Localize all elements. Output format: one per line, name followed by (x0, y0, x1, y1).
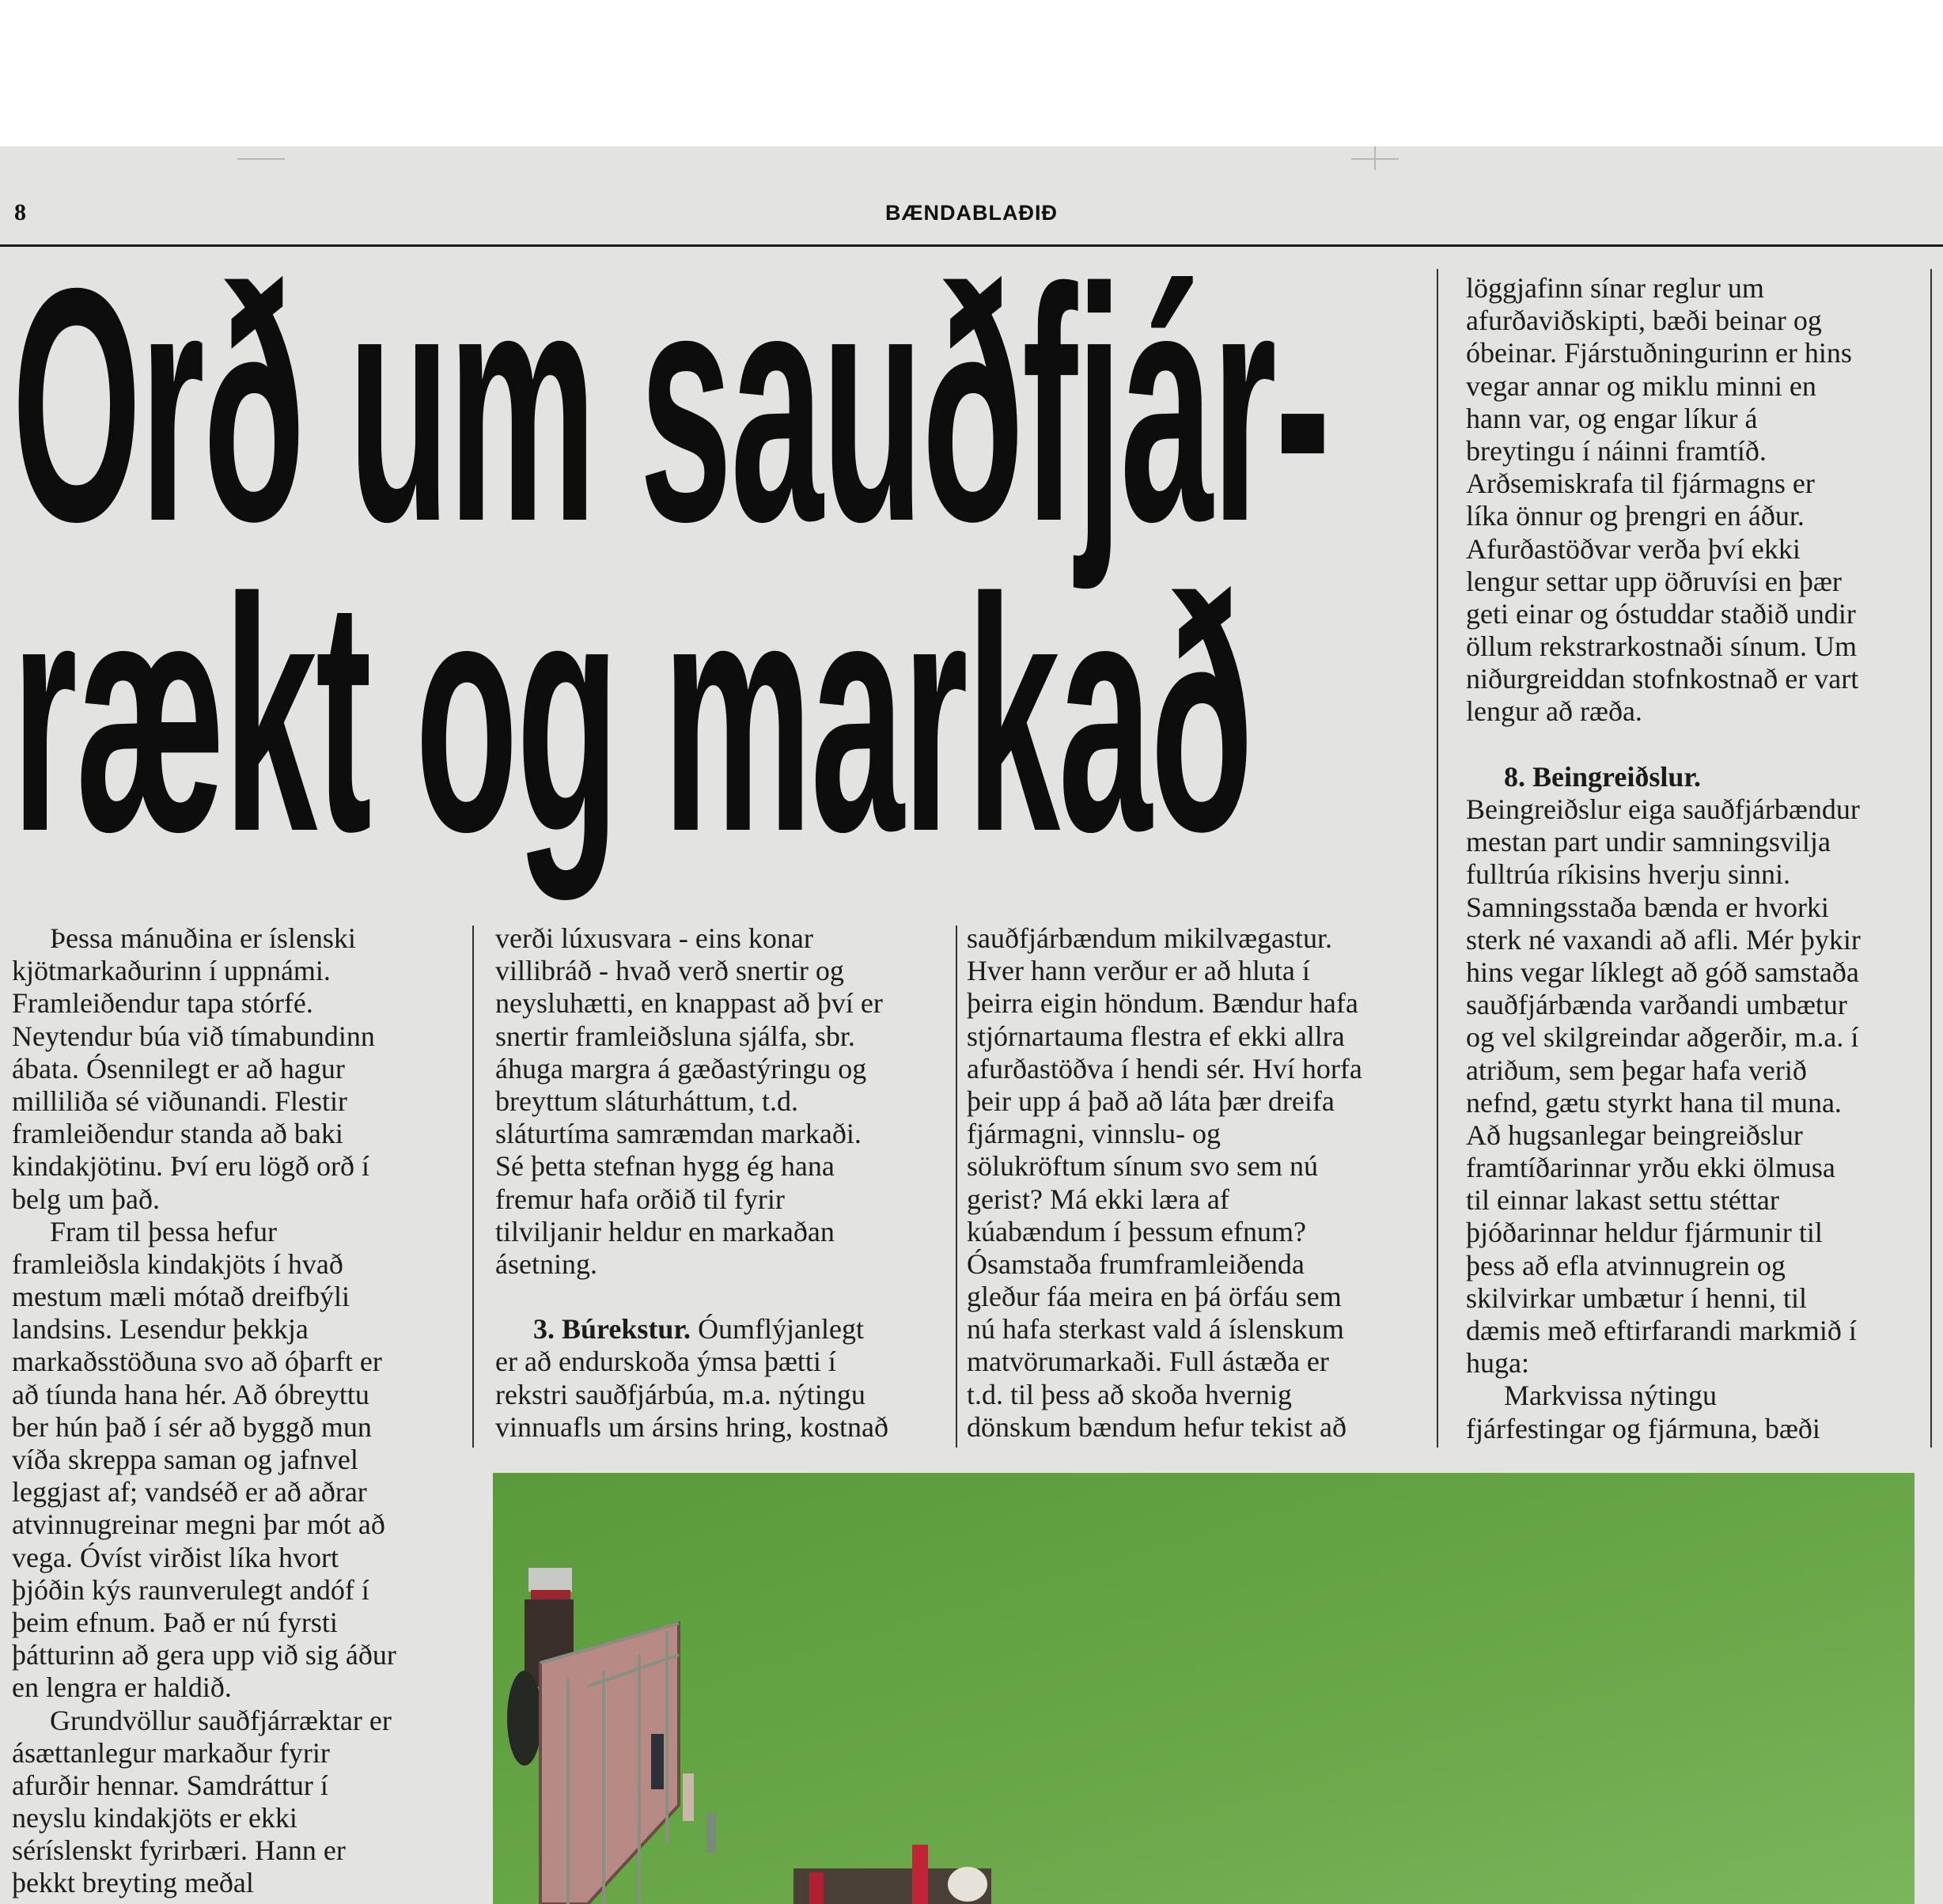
text-line: Arðsemiskrafa til fjármagns er (1466, 467, 1815, 500)
text-line: geti einar og óstuddar staðið undir (1466, 597, 1856, 630)
text-line: t.d. til þess að skoða hvernig (967, 1378, 1292, 1410)
text-line: fremur hafa orðið til fyrir (495, 1183, 785, 1215)
text-line: milliliða sé viðunandi. Flestir (12, 1084, 347, 1117)
photo-illustration (493, 1473, 1915, 1904)
text-line: vinnuafls um ársins hring, kostnað (495, 1410, 888, 1443)
text-line: rekstri sauðfjárbúa, m.a. nýtingu (495, 1378, 865, 1410)
column-divider (1930, 269, 1932, 1448)
text-line: dæmis með eftirfarandi markmið í (1466, 1315, 1857, 1346)
text-line: afurðaviðskipti, bæði beinar og (1466, 305, 1822, 337)
text-line: öllum rekstrarkostnaði sínum. Um (1466, 630, 1857, 663)
text-line: fulltrúa ríkisins hverju sinni. (1466, 858, 1790, 891)
section-heading: 8. Beingreiðslur. (1504, 760, 1702, 793)
text-line: breytingu í náinni framtíð. (1466, 434, 1767, 467)
text-line: kúabændum í þessum efnum? (967, 1215, 1306, 1247)
text-line: breyttum sláturháttum, t.d. (495, 1084, 798, 1117)
text-line: Neytendur búa við tímabundinn (12, 1020, 375, 1052)
text-line: er að endurskoða ýmsa þætti í (495, 1346, 836, 1378)
text-line: hins vegar líklegt að góð samstaða (1466, 956, 1859, 988)
text-line: Afurðastöðvar verða því ekki (1466, 532, 1801, 565)
text-line: fjármagni, vinnslu- og (967, 1118, 1221, 1150)
text-line: vega. Óvíst virðist líka hvort (12, 1541, 339, 1573)
text-line: nú hafa sterkast vald á íslenskum (967, 1313, 1344, 1346)
headline-line-2: rækt og markað (12, 530, 1252, 901)
text-line: mestum mæli mótað dreifbýli (12, 1281, 350, 1313)
text-line: stjórnartauma flestra ef ekki allra (967, 1020, 1345, 1052)
text-line: löggjafinn sínar reglur um (1466, 272, 1764, 304)
text-line (495, 1313, 888, 1346)
text-line: þekkt breyting meðal (12, 1867, 254, 1899)
text-line: óbeinar. Fjárstuðningurinn er hins (1466, 337, 1852, 369)
text-line (12, 922, 396, 955)
text-line: ber hún það í sér að byggð mun (12, 1410, 372, 1443)
text-line: vegar annar og miklu minni en (1466, 369, 1816, 402)
crop-mark (237, 158, 285, 160)
photo-tractor-sheep-roundup (493, 1473, 1915, 1904)
text-line: landsins. Lesendur þekkja (12, 1313, 309, 1346)
text-line: þeir upp á það að láta þær dreifa (967, 1084, 1335, 1117)
text-line: þjóðin kýs raunverulegt andóf í (12, 1573, 369, 1606)
text-line: belg um það. (12, 1183, 160, 1215)
text-line: tilviljanir heldur en markaðan (495, 1215, 835, 1247)
text-line: kjötmarkaðurinn í uppnámi. (12, 955, 331, 987)
text-line: villibráð - hvað verð snertir og (495, 955, 844, 987)
section-heading: 3. Búrekstur. (533, 1313, 691, 1346)
text-line: lengur settar upp öðruvísi en þær (1466, 565, 1842, 597)
text-line: að tíunda hana hér. Að óbreyttu (12, 1378, 369, 1410)
text-line: afurðir hennar. Samdráttur í (12, 1769, 328, 1801)
crop-mark (1374, 146, 1376, 170)
text-line: hann var, og engar líkur á (1466, 402, 1758, 434)
text-line: matvörumarkaði. Full ástæða er (967, 1346, 1329, 1378)
text-line: fjárfestingar og fjármuna, bæði (1466, 1412, 1820, 1444)
column-divider (472, 926, 474, 1448)
text-line: markaðsstöðuna svo að óþarft er (12, 1346, 382, 1378)
text-line: mestan part undir samningsvilja (1466, 826, 1831, 858)
text-line: þeim efnum. Það er nú fyrsti (12, 1606, 338, 1638)
text-line (1466, 1380, 1861, 1412)
text-run: Þessa mánuðina er íslenski (50, 922, 356, 954)
text-line (495, 1281, 888, 1313)
text-line: huga: (1466, 1347, 1529, 1380)
text-line: sláturtíma samræmdan markaði. (495, 1118, 862, 1150)
article-column-2 (495, 922, 888, 1444)
text-line: dönskum bændum hefur tekist að (967, 1410, 1346, 1443)
text-run: Grundvöllur sauðfjárræktar er (50, 1704, 392, 1736)
text-line: en lengra er haldið. (12, 1671, 232, 1704)
text-line: kindakjötinu. Því eru lögð orð í (12, 1150, 369, 1183)
text-line: Ósamstaða frumframleiðenda (967, 1247, 1305, 1280)
text-line: atvinnugreinar megni þar mót að (12, 1508, 385, 1541)
text-line: atriðum, sem þegar hafa verið (1466, 1054, 1807, 1086)
text-line (1466, 761, 1861, 793)
text-line: skilvirkar umbætur í henni, til (1466, 1281, 1807, 1314)
text-line: framleiðendur standa að baki (12, 1118, 343, 1150)
text-line: framtíðarinnar yrðu ekki ölmusa (1466, 1152, 1835, 1184)
text-line: nefnd, gætu styrkt hana til muna. (1466, 1086, 1842, 1119)
text-line: neysluhætti, en knappast að því er (495, 987, 883, 1020)
article-column-1 (12, 922, 396, 1900)
text-line: sauðfjárbændum mikilvægastur. (967, 922, 1332, 954)
article-column-3 (967, 922, 1362, 1444)
text-line: sterk né vaxandi að afli. Mér þykir (1466, 923, 1861, 956)
column-divider (956, 926, 957, 1448)
text-line: Framleiðendur tapa stórfé. (12, 987, 313, 1020)
column-divider (1437, 269, 1438, 1448)
text-run: Fram til þessa hefur (50, 1215, 277, 1247)
text-line: niðurgreiddan stofnkostnað er vart (1466, 663, 1859, 695)
text-line: þeirra eigin höndum. Bændur hafa (967, 987, 1358, 1020)
text-line: Sé þetta stefnan hygg ég hana (495, 1150, 835, 1183)
text-run: Óumflýjanlegt (691, 1313, 865, 1346)
text-line: sauðfjárbænda varðandi umbætur (1466, 989, 1847, 1021)
text-line: til einnar lakast settu stéttar (1466, 1184, 1779, 1217)
text-line: víða skreppa saman og jafnvel (12, 1444, 358, 1475)
page-number: 8 (14, 199, 26, 225)
text-line: Hver hann verður er að hluta í (967, 955, 1310, 987)
text-line: þjóðarinnar heldur fjármunir til (1466, 1217, 1823, 1249)
text-line (12, 1705, 396, 1737)
text-line: gerist? Má ekki læra af (967, 1183, 1229, 1215)
text-line: og vel skilgreindar aðgerðir, m.a. í (1466, 1021, 1859, 1054)
text-line: leggjast af; vandséð er að aðrar (12, 1476, 367, 1508)
text-line: þátturinn að gera upp við sig áður (12, 1639, 396, 1671)
text-line: Að hugsanlegar beingreiðslur (1466, 1119, 1803, 1151)
text-line: Beingreiðslur eiga sauðfjárbændur (1466, 793, 1860, 825)
text-line: afurðastöðva í hendi sér. Hví horfa (967, 1052, 1362, 1084)
text-line: framleiðsla kindakjöts í hvað (12, 1247, 343, 1280)
text-line: Samningsstaða bænda er hvorki (1466, 891, 1829, 923)
text-line (12, 1216, 396, 1248)
text-line: sölukröftum sínum svo sem nú (967, 1150, 1319, 1183)
headline-line-1: Orð um sauðfjár- (12, 220, 1329, 591)
text-line: ásættanlegur markaður fyrir (12, 1736, 330, 1769)
article-column-4 (1466, 272, 1861, 1445)
text-line: lengur að ræða. (1466, 695, 1642, 728)
text-run: Markvissa nýtingu (1504, 1380, 1717, 1412)
publication-name: BÆNDABLAÐIÐ (885, 201, 1058, 225)
text-line: snertir framleiðsluna sjálfa, sbr. (495, 1020, 855, 1052)
text-line: gleður fáa meira en þá örfáu sem (967, 1281, 1342, 1313)
text-line: ábata. Ósennilegt er að hagur (12, 1052, 345, 1084)
text-line: þess að efla atvinnugrein og (1466, 1249, 1786, 1281)
text-line: séríslenskt fyrirbæri. Hann er (12, 1834, 346, 1867)
text-line: áhuga margra á gæðastýringu og (495, 1052, 867, 1084)
text-line: verði lúxusvara - eins konar (495, 922, 813, 954)
text-line (1466, 729, 1861, 761)
text-line: neyslu kindakjöts er ekki (12, 1802, 297, 1834)
text-line: líka önnur og þrengri en áður. (1466, 500, 1805, 532)
text-line: ásetning. (495, 1247, 597, 1280)
